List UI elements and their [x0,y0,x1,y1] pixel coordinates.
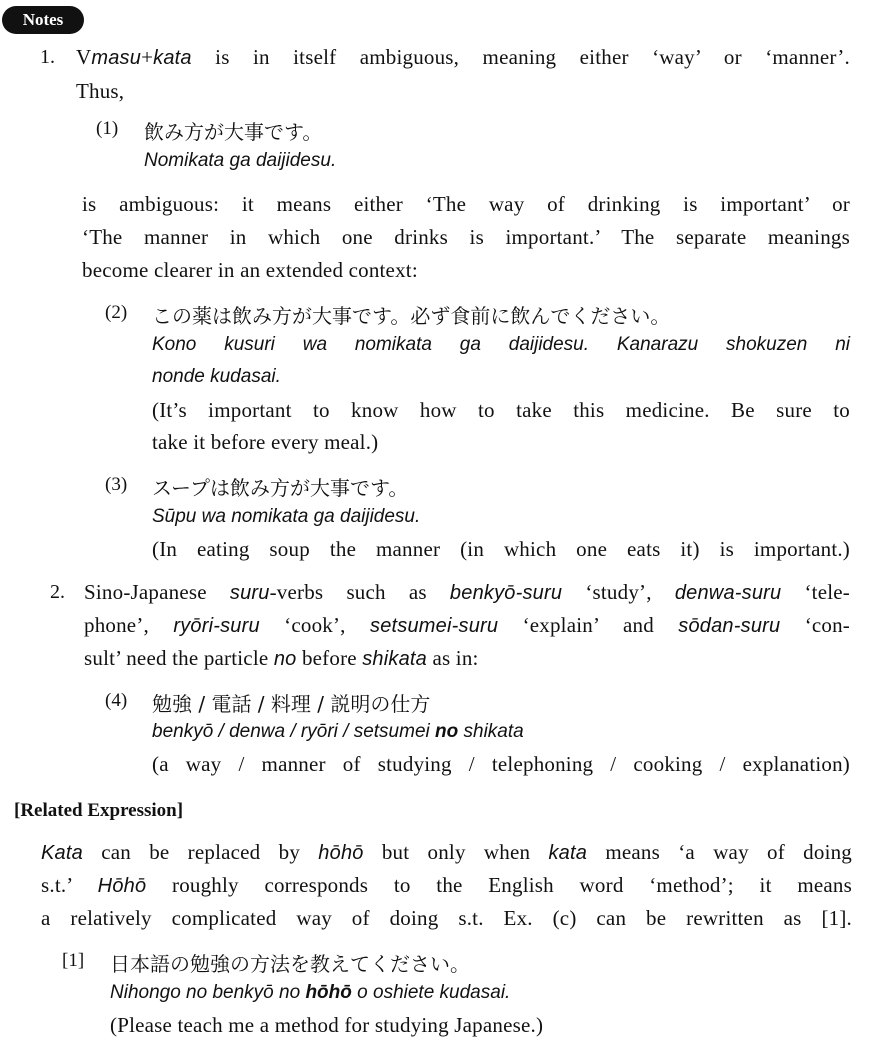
masu-term: masu [91,47,142,69]
paragraph-line-1: is ambiguous: it means either ‘The way of drinking is important’ or [82,192,850,216]
note-1-line-1-text: is in itself ambiguous, meaning either ‘way’ or ‘manner’. [191,45,850,69]
text-run: as in: [427,646,479,670]
example-4-romaji-bold: no [435,721,459,742]
related-expression-heading: [Related Expression] [14,800,184,821]
example-3-japanese: スープは飲み方が大事です。 [152,476,409,500]
italic-term: sōdan-suru [678,615,781,637]
italic-term: setsumei-suru [370,615,499,637]
italic-term: hōhō [318,842,364,864]
example-2-romaji-line-2: nonde kudasai. [152,366,281,387]
example-2-number: (2) [105,302,128,323]
example-1-japanese: 飲み方が大事です。 [144,120,323,144]
text-run: can be replaced by [82,840,319,864]
example-4-japanese: 勉強 / 電話 / 料理 / 説明の仕方 [152,692,431,716]
example-2-translation-line-2: take it before every meal.) [152,430,379,454]
related-line-3: a relatively complicated way of doing s.t. Ex. (c) can be rewritten as [1]. [41,906,852,930]
related-example-romaji-bold: hōhō [305,982,352,1003]
related-line-1 [41,840,852,865]
related-line-2 [41,873,852,898]
kata-term: kata [153,47,192,69]
text-run: -verbs such as [269,580,450,604]
text-run: ‘con- [780,613,851,637]
related-example-romaji-b: o oshiete kudasai. [351,982,511,1003]
text-run: roughly corresponds to the English word ‘method’; it means [146,873,852,897]
italic-term: kata [548,842,588,864]
note-1-line-1 [76,45,850,70]
italic-term: Kata [41,842,83,864]
example-3-romaji: Sūpu wa nomikata ga daijidesu. [152,506,421,527]
notes-badge: Notes [2,6,84,34]
text-run: but only when [363,840,549,864]
example-2-japanese: この薬は飲み方が大事です。必ず食前に飲んでください。 [152,304,671,328]
example-4-romaji-a: benkyō / denwa / ryōri / setsumei [152,721,436,742]
note-2-line-3 [84,646,479,671]
italic-term: denwa-suru [674,582,782,604]
text-run: ‘explain’ and [498,613,679,637]
italic-term: ryōri-suru [173,615,260,637]
related-example-romaji-a: Nihongo no benkyō no [110,982,306,1003]
italic-term: Hōhō [97,875,147,897]
text-run: means ‘a way of doing [587,840,853,864]
paragraph-line-2: ‘The manner in which one drinks is important.’ The separate meanings [82,225,850,249]
text-run: ‘tele- [781,580,850,604]
related-example-translation: (Please teach me a method for studying Japanese.) [110,1013,544,1037]
example-2-romaji-line-1: Kono kusuri wa nomikata ga daijidesu. Kanarazu shokuzen ni [152,334,850,355]
text-run: sult’ need the particle [84,646,274,670]
note-2-number: 2. [50,581,65,603]
v-label: V [76,45,92,69]
example-4-number: (4) [105,690,128,711]
text-run: Sino-Japanese [84,580,230,604]
text-run: before [296,646,363,670]
related-example-number: [1] [62,950,85,971]
italic-term: no [273,648,297,670]
example-4-romaji-b: shikata [458,721,524,742]
example-4-romaji [152,721,524,743]
example-2-translation-line-1: (It’s important to know how to take this medicine. Be sure to [152,398,850,422]
related-example-romaji [110,982,510,1004]
example-1-number: (1) [96,118,119,139]
italic-term: shikata [362,648,428,670]
note-2-line-1 [84,580,850,605]
example-3-translation: (In eating soup the manner (in which one eats it) is important.) [152,537,850,561]
example-1-romaji: Nomikata ga daijidesu. [144,150,337,171]
text-run: ‘cook’, [259,613,370,637]
text-run: ‘study’, [562,580,675,604]
italic-term: suru [229,582,270,604]
plus-sign: + [141,45,154,69]
note-1-number: 1. [40,46,55,68]
text-run: phone’, [84,613,174,637]
example-3-number: (3) [105,474,128,495]
example-4-translation: (a way / manner of studying / telephoning / cooking / explanation) [152,752,850,776]
related-example-japanese: 日本語の勉強の方法を教えてください。 [110,952,470,976]
note-1-line-2: Thus, [76,79,125,103]
text-run: s.t.’ [41,873,98,897]
paragraph-line-3: become clearer in an extended context: [82,258,418,282]
note-2-line-2 [84,613,850,638]
italic-term: benkyō-suru [449,582,563,604]
